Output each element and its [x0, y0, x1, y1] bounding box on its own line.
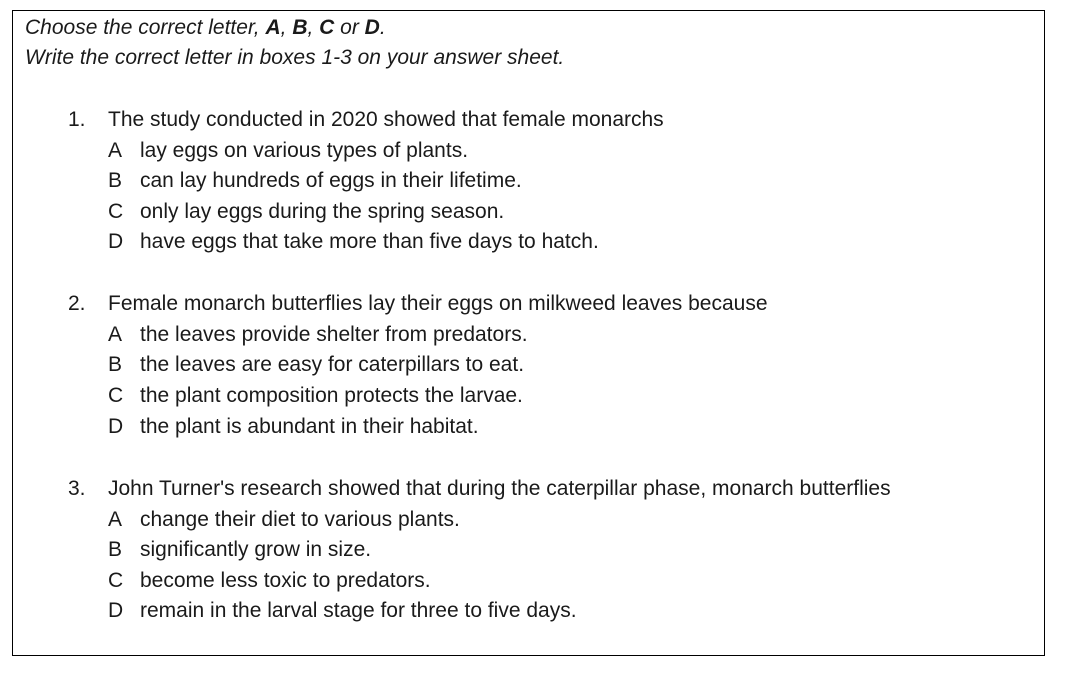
q1-option-b-letter: B — [108, 169, 123, 192]
q1-option-a-letter: A — [108, 139, 123, 162]
question-2-stem: Female monarch butterflies lay their eggs on milkweed leaves because — [108, 292, 768, 315]
q1-option-a-text: lay eggs on various types of plants. — [140, 139, 469, 162]
q3-option-c-text: become less toxic to predators. — [140, 569, 431, 592]
q3-option-d-letter: D — [108, 599, 124, 622]
q2-option-c-text: the plant composition protects the larvae. — [140, 384, 523, 407]
q2-option-c-letter: C — [108, 384, 124, 407]
q2-option-b-text: the leaves are easy for caterpillars to eat. — [140, 353, 525, 376]
question-1-number: 1. — [68, 108, 86, 131]
q1-option-d-text: have eggs that take more than five days to hatch. — [140, 230, 599, 253]
q2-option-d-letter: D — [108, 415, 124, 438]
q3-option-b-text: significantly grow in size. — [140, 538, 372, 561]
q3-option-a-letter: A — [108, 508, 123, 531]
question-3-number: 3. — [68, 477, 86, 500]
question-2-number: 2. — [68, 292, 86, 315]
letter-a-bold: A — [265, 16, 281, 39]
q2-option-b-letter: B — [108, 353, 123, 376]
instruction-line-2: Write the correct letter in boxes 1-3 on your answer sheet. — [25, 46, 565, 69]
q1-option-c-text: only lay eggs during the spring season. — [140, 200, 505, 223]
question-1-stem: The study conducted in 2020 showed that female monarchs — [108, 108, 664, 131]
q3-option-d-text: remain in the larval stage for three to five days. — [140, 599, 577, 622]
q1-option-c-letter: C — [108, 200, 124, 223]
q2-option-a-text: the leaves provide shelter from predators. — [140, 323, 528, 346]
instruction-line-1: Choose the correct letter, A, B, C or D. — [25, 16, 386, 39]
q3-option-a-text: change their diet to various plants. — [140, 508, 460, 531]
question-3-stem: John Turner's research showed that during the caterpillar phase, monarch butterflies — [108, 477, 891, 500]
letter-c-bold: C — [319, 16, 335, 39]
letter-b-bold: B — [292, 16, 308, 39]
q3-option-b-letter: B — [108, 538, 123, 561]
q1-option-b-text: can lay hundreds of eggs in their lifetime. — [140, 169, 522, 192]
q3-option-c-letter: C — [108, 569, 124, 592]
q2-option-d-text: the plant is abundant in their habitat. — [140, 415, 479, 438]
q2-option-a-letter: A — [108, 323, 123, 346]
q1-option-d-letter: D — [108, 230, 124, 253]
letter-d-bold: D — [364, 16, 380, 39]
